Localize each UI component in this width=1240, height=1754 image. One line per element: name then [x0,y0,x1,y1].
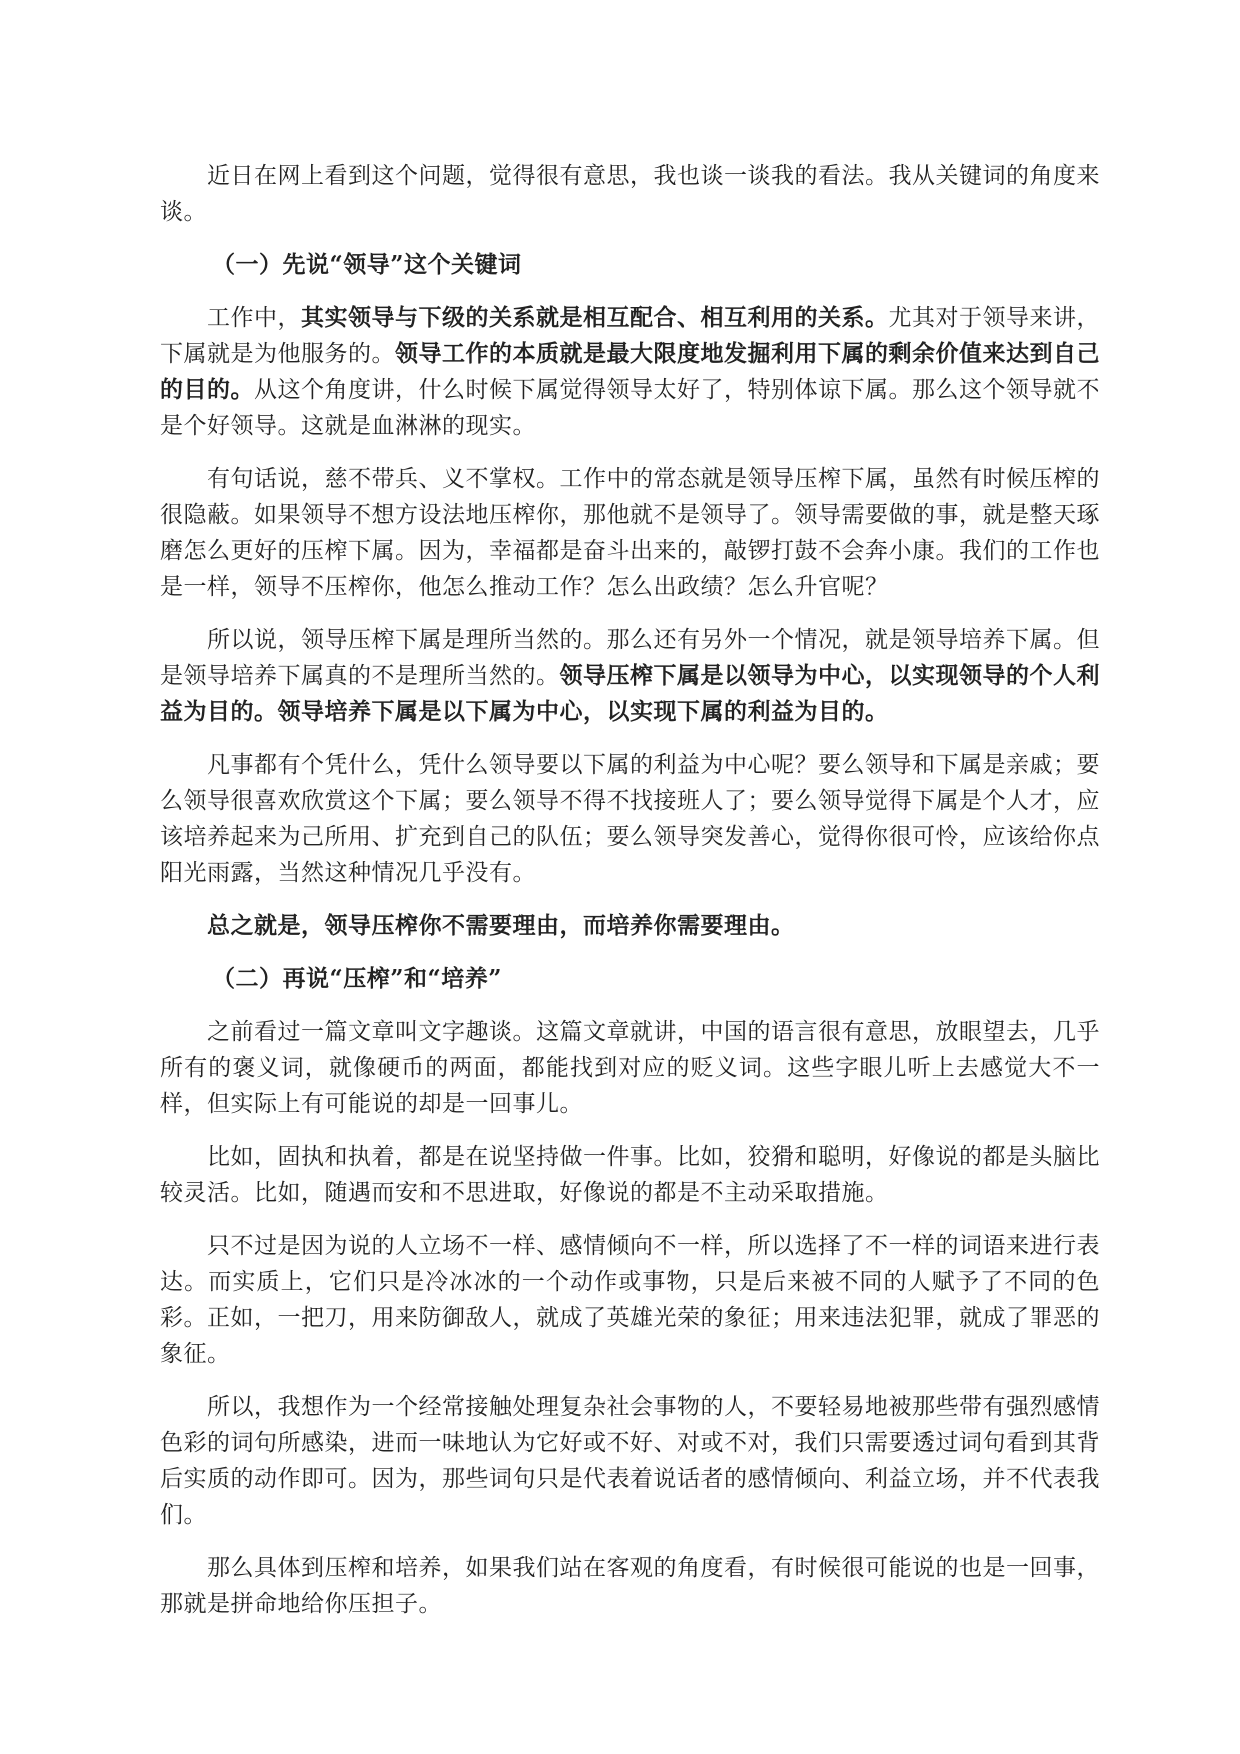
body-paragraph [160,300,1100,444]
bold-text: （一）先说“领导”这个关键词 [212,251,522,278]
section-heading [160,247,1100,283]
text: 尤其对于领导来讲，下属就是为他服务的。 [160,305,1100,367]
body-paragraph [160,622,1100,730]
text: 从这个角度讲，什么时候下属觉得领导太好了，特别体谅下属。那么这个领导就不是个好领导。这就是血淋淋的现实。 [160,377,1100,439]
text: 有句话说，慈不带兵、义不掌权。工作中的常态就是领导压榨下属，虽然有时候压榨的很隐蔽。如果领导不想方设法地压榨你，那他就不是领导了。领导需要做的事，就是整天琢磨怎么更好的压榨下属。因为，幸福都是奋斗出来的，敲锣打鼓不会奔小康。我们的工作也是一样，领导不压榨你，他怎么推动工作？怎么出政绩？怎么升官呢？ [160,466,1100,600]
body-paragraph [160,908,1100,944]
text: 比如，固执和执着，都是在说坚持做一件事。比如，狡猾和聪明，好像说的都是头脑比较灵活。比如，随遇而安和不思进取，好像说的都是不主动采取措施。 [160,1144,1100,1206]
text: 所以，我想作为一个经常接触处理复杂社会事物的人，不要轻易地被那些带有强烈感情色彩的词句所感染，进而一味地认为它好或不好、对或不对，我们只需要透过词句看到其背后实质的动作即可。因为，那些词句只是代表着说话者的感情倾向、利益立场，并不代表我们。 [160,1394,1100,1528]
text: 只不过是因为说的人立场不一样、感情倾向不一样，所以选择了不一样的词语来进行表达。而实质上，它们只是冷冰冰的一个动作或事物，只是后来被不同的人赋予了不同的色彩。正如，一把刀，用来防御敌人，就成了英雄光荣的象征；用来违法犯罪，就成了罪恶的象征。 [160,1233,1100,1367]
body-paragraph [160,461,1100,605]
bold-text: 领导压榨下属是以领导为中心，以实现领导的个人利益为目的。领导培养下属是以下属为中心，以实现下属的利益为目的。 [160,662,1100,725]
body-paragraph [160,158,1100,230]
bold-text: （二）再说“压榨”和“培养” [212,965,502,992]
bold-text: 总之就是，领导压榨你不需要理由，而培养你需要理由。 [207,912,795,939]
body-paragraph [160,1228,1100,1372]
body-paragraph [160,1389,1100,1533]
text: 那么具体到压榨和培养，如果我们站在客观的角度看，有时候很可能说的也是一回事，那就是拼命地给你压担子。 [160,1555,1100,1617]
section-heading [160,961,1100,997]
text: 凡事都有个凭什么，凭什么领导要以下属的利益为中心呢？要么领导和下属是亲戚；要么领导很喜欢欣赏这个下属；要么领导不得不找接班人了；要么领导觉得下属是个人才，应该培养起来为己所用、扩充到自己的队伍；要么领导突发善心，觉得你很可怜，应该给你点阳光雨露，当然这种情况几乎没有。 [160,752,1100,886]
document-page [160,158,1100,1639]
bold-text: 领导工作的本质就是最大限度地发掘利用下属的剩余价值来达到自己的目的。 [160,340,1100,403]
text: 近日在网上看到这个问题，觉得很有意思，我也谈一谈我的看法。我从关键词的角度来谈。 [160,163,1100,225]
body-paragraph [160,747,1100,891]
body-paragraph [160,1139,1100,1211]
text: 工作中， [207,305,301,331]
bold-text: 其实领导与下级的关系就是相互配合、相互利用的关系。 [301,304,889,331]
body-paragraph [160,1014,1100,1122]
text: 所以说，领导压榨下属是理所当然的。那么还有另外一个情况，就是领导培养下属。但是领导培养下属真的不是理所当然的。 [160,627,1100,689]
body-paragraph [160,1550,1100,1622]
text: 之前看过一篇文章叫文字趣谈。这篇文章就讲，中国的语言很有意思，放眼望去，几乎所有的褒义词，就像硬币的两面，都能找到对应的贬义词。这些字眼儿听上去感觉大不一样，但实际上有可能说的却是一回事儿。 [160,1019,1100,1117]
